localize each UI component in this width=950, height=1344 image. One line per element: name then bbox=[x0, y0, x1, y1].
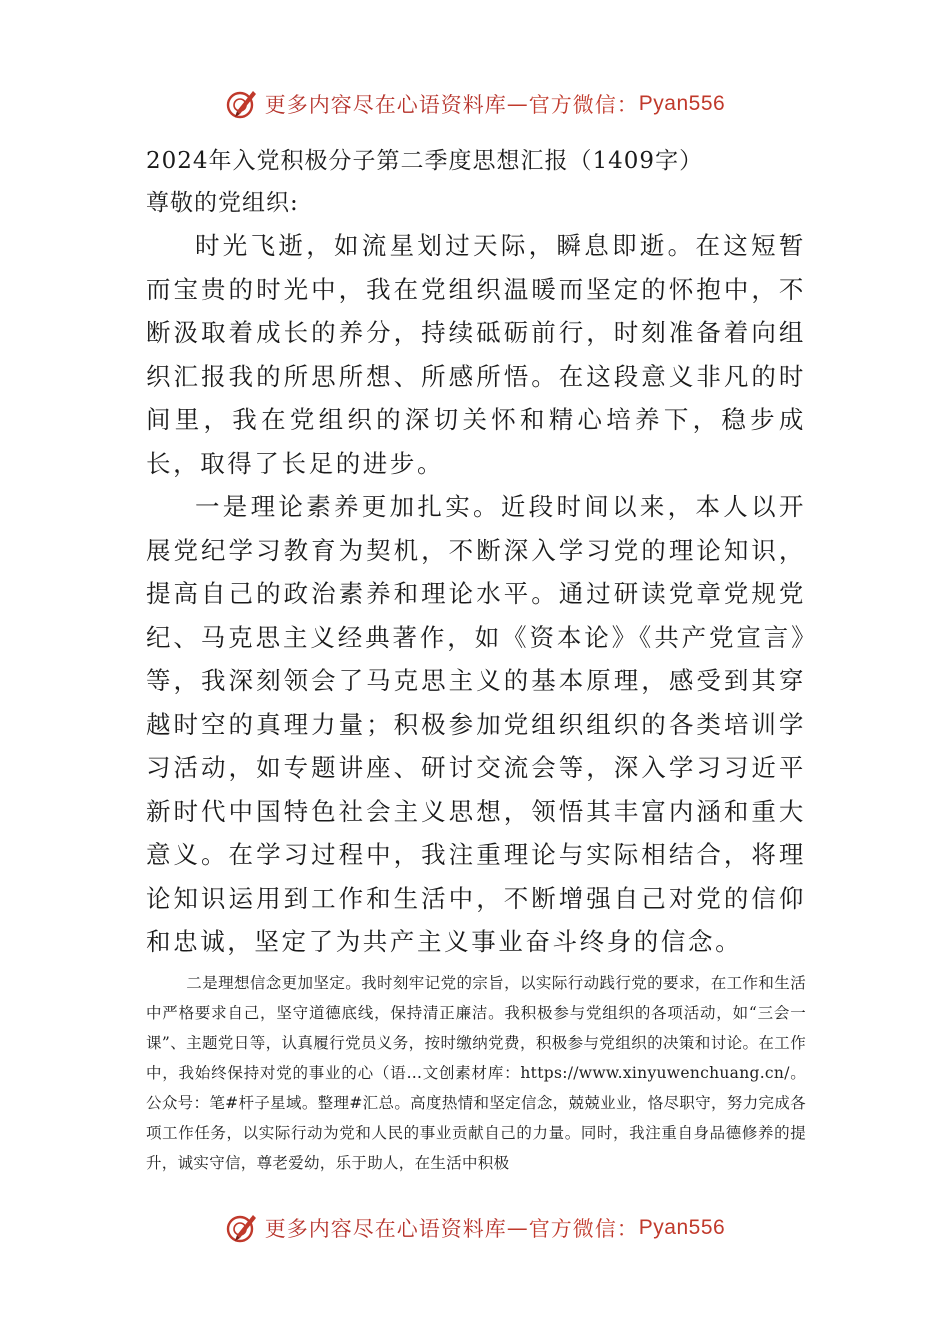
footer-brand: 更多内容尽在心语资料库 bbox=[264, 1217, 507, 1241]
banner-wechat-label: 官方微信： bbox=[528, 93, 639, 117]
footer-banner bbox=[0, 1210, 950, 1246]
paragraph-theory: 一是理论素养更加扎实。近段时间以来，本人以开展党纪学习教育为契机，不断深入学习党的理论知识，提高自己的政治素养和理论水平。通过研读党章党规党纪、马克思主义经典著作，如《资本论》《共产党宣言》等，我深刻领会了马克思主义的基本原理，感受到其穿越时空的真理力量；积极参加党组织组织的各类培训学习活动，如专题讲座、研讨交流会等，深入学习习近平新时代中国特色社会主义思想，领悟其丰富内涵和重大意义。在学习过程中，我注重理论与实际相结合，将理论知识运用到工作和生活中，不断增强自己对党的信仰和忠诚，坚定了为共产主义事业奋斗终身的信念。 bbox=[146, 492, 806, 956]
banner-brand: 更多内容尽在心语资料库 bbox=[264, 93, 507, 117]
header-banner bbox=[0, 86, 950, 122]
document-title: 2024年入党积极分子第二季度思想汇报（1409字） bbox=[146, 148, 704, 174]
salutation: 尊敬的党组织: bbox=[146, 190, 299, 216]
pen-swirl-logo-icon bbox=[225, 1211, 259, 1245]
footer-separator: — bbox=[506, 1216, 529, 1240]
document-body bbox=[146, 140, 806, 1178]
pen-swirl-logo-icon bbox=[225, 87, 259, 121]
footer-wechat-label: 官方微信： bbox=[528, 1217, 639, 1241]
footer-wechat-id: Pyan556 bbox=[638, 1216, 726, 1239]
paragraph-belief: 二是理想信念更加坚定。我时刻牢记党的宗旨，以实际行动践行党的要求，在工作和生活中严格要求自己，坚守道德底线，保持清正廉洁。我积极参与党组织的各项活动，如“三会一课”、主题党日等，认真履行党员义务，按时缴纳党费，积极参与党组织的决策和讨论。在工作中，我始终保持对党的事业的心（语…文创素材库：https://www.xinyuwenchuang.cn/。公众号：笔#杆子星域。整理#汇总。高度热情和坚定信念，兢兢业业，恪尽职守，努力完成各项工作任务，以实际行动为党和人民的事业贡献自己的力量。同时，我注重自身品德修养的提升，诚实守信，尊老爱幼，乐于助人，在生活中积极 bbox=[146, 973, 806, 1172]
paragraph-intro: 时光飞逝，如流星划过天际，瞬息即逝。在这短暂而宝贵的时光中，我在党组织温暖而坚定的怀抱中，不断汲取着成长的养分，持续砥砺前行，时刻准备着向组织汇报我的所思所想、所感所悟。在这段意义非凡的时间里，我在党组织的深切关怀和精心培养下，稳步成长，取得了长足的进步。 bbox=[146, 231, 806, 478]
banner-wechat-id: Pyan556 bbox=[638, 92, 726, 115]
banner-separator: — bbox=[506, 92, 529, 116]
